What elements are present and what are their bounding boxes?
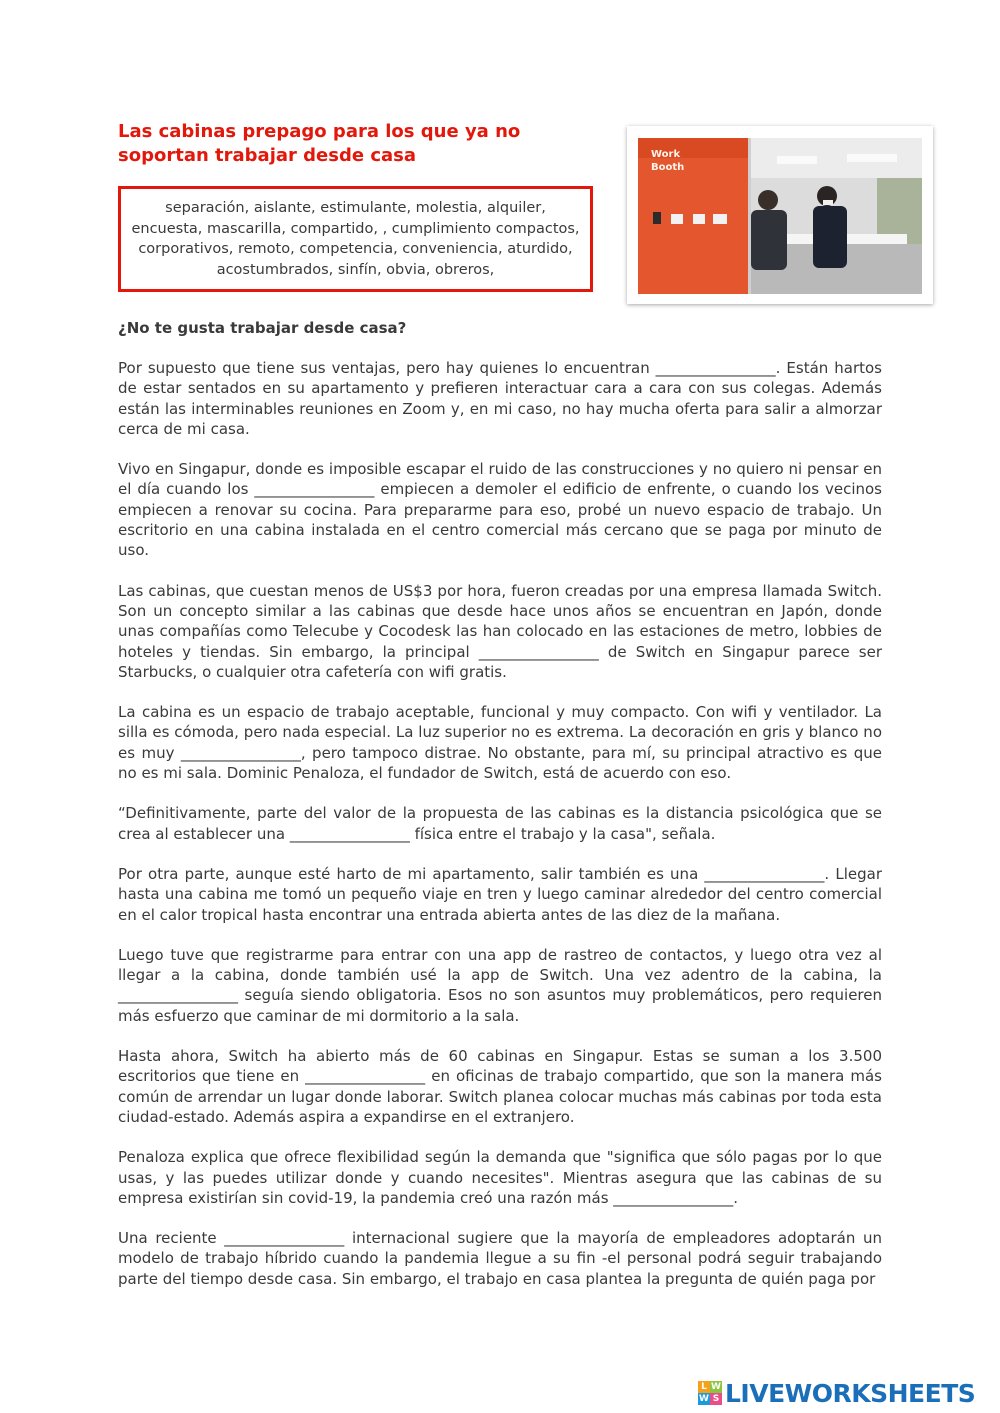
sign-line-1: Work <box>651 149 681 160</box>
page-title: Las cabinas prepago para los que ya no soportan trabajar desde casa <box>118 121 521 166</box>
logo-mark-w2: W <box>699 1394 709 1404</box>
sign-line-2: Booth <box>651 162 685 173</box>
paragraph-6: Por otra parte, aunque esté harto de mi apartamento, salir también es una ________________. Llegar hasta una cabina me tomó un pequeño viaje en tren y luego caminar alrededor del centro comercial en el calor tropical hasta encontrar una entrada abierta antes de las diez de la mañana. <box>118 864 882 924</box>
paragraph-1: Por supuesto que tiene sus ventajas, pero hay quienes lo encuentran ________________. Están hartos de estar sentados en su apartamento y prefieren interactuar cara a cara con sus colegas. Además están las interminables reuniones en Zoom y, en mi caso, no hay mucha oferta para salir a almorzar cerca de mi casa. <box>118 359 882 438</box>
logo-mark-icon <box>698 1381 722 1405</box>
paragraph-4: La cabina es un espacio de trabajo aceptable, funcional y muy compacto. Con wifi y ventilador. La silla es cómoda, pero nada especial. La luz superior no es extrema. La decoración en gris y blanco no es muy ________________, pero tampoco distrae. No obstante, para mí, su principal atractivo es que no es mi sala. Dominic Penaloza, el fundador de Switch, está de acuerdo con eso. <box>118 703 882 783</box>
person-left-body <box>751 210 787 270</box>
article-body <box>118 358 882 1309</box>
paragraph-10: Una reciente ________________ internacional sugiere que la mayoría de empleadores adoptarán un modelo de trabajo híbrido cuando la pandemia llegue a su fin -el personal podrá seguir trabajando parte del tiempo desde casa. Sin embargo, el trabajo en casa plantea la pregunta de quién paga por <box>118 1229 882 1288</box>
logo-text: LIVEWORKSHEETS <box>725 1378 976 1408</box>
word-bank-text: separación, aislante, estimulante, molestia, alquiler, encuesta, mascarilla, compartido, , cumplimiento compactos, corporativos, remoto, competencia, conveniencia, aturdido, acostumbrados, sinfín, obvia, obreros, <box>131 200 580 278</box>
paragraph-2: Vivo en Singapur, donde es imposible escapar el ruido de las construcciones y no quiero ni pensar en el día cuando los ________________ empiecen a demoler el edificio de enfrente, o cuando los vecinos empiecen a renovar su cocina. Para prepararme para eso, probé un nuevo espacio de trabajo. Un escritorio en una cabina instalada en el centro comercial más cercano que se paga por minuto de uso. <box>118 460 882 560</box>
paragraph-8: Hasta ahora, Switch ha abierto más de 60 cabinas en Singapur. Estas se suman a los 3.500 escritorios que tiene en ________________ en oficinas de trabajo compartido, que son la manera más común de arrendar un lugar donde laborar. Switch planea colocar muchas más cabinas por toda esta ciudad-estado. Además aspira a expandirse en el extranjero. <box>118 1047 882 1126</box>
person-right-body <box>813 206 847 268</box>
article-photo <box>627 126 933 304</box>
logo-mark-s: S <box>710 1393 722 1405</box>
paragraph-5: “Definitivamente, parte del valor de la propuesta de las cabinas es la distancia psicológica que se crea al establecer una ________________ física entre el trabajo y la casa", señala. <box>118 804 882 843</box>
article-subheading: ¿No te gusta trabajar desde casa? <box>118 319 407 337</box>
paragraph-9: Penaloza explica que ofrece flexibilidad según la demanda que "significa que sólo pagas por lo que usas, y las puedes utilizar donde y cuando necesites". Mientras asegura que las cabinas de su empresa existirían sin covid-19, la pandemia creó una razón más ________________. <box>118 1148 882 1207</box>
paragraph-7: Luego tuve que registrarme para entrar con una app de rastreo de contactos, y luego otra vez al llegar a la cabina, donde también usé la app de Switch. Una vez adentro de la cabina, la ________________ seguía siendo obligatoria. Esos no son asuntos muy problemáticos, pero requieren más esfuerzo que caminar de mi dormitorio a la sala. <box>118 945 882 1025</box>
paragraph-3: Las cabinas, que cuestan menos de US$3 por hora, fueron creadas por una empresa llamada Switch. Son un concepto similar a las cabinas que desde hace unos años se encuentran en Japón, donde unas compañías como Telecube y Cocodesk las han colocado en las estaciones de metro, lobbies de hoteles y tiendas. Sin embargo, la principal ________________ de Switch en Singapur parece ser Starbucks, o cualquier otra cafetería con wifi gratis. <box>118 581 882 681</box>
logo-mark-l: L <box>698 1381 710 1393</box>
work-booth-photo <box>627 126 933 304</box>
word-bank-box <box>118 186 593 292</box>
liveworksheets-logo[interactable] <box>698 1378 975 1408</box>
logo-mark-w1: W <box>711 1382 721 1392</box>
person-left-head <box>758 190 778 210</box>
